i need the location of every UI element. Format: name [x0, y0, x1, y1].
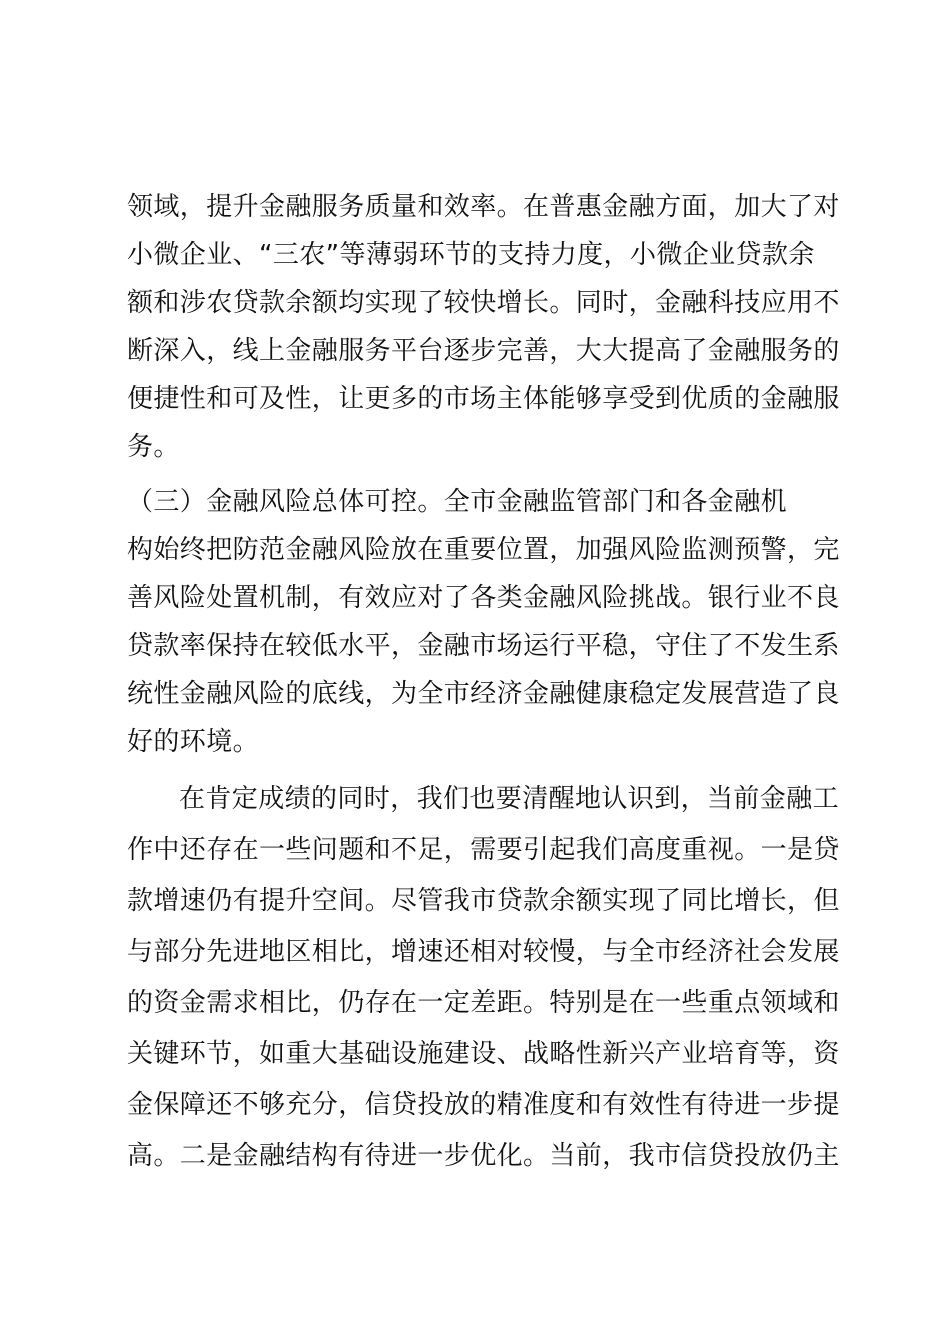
text-line: 小微企业、“三农”等薄弱环节的支持力度，小微企业贷款余 [127, 240, 815, 270]
section-heading-line: （三）金融风险总体可控。全市金融监管部门和各金融机 [127, 487, 788, 517]
text-line: 金保障还不够充分，信贷投放的精准度和有效性有待进一步提 [127, 1090, 840, 1120]
text-line: 构始终把防范金融风险放在重要位置，加强风险监测预警，完 [127, 535, 840, 565]
text-line: 领域，提升金融服务质量和效率。在普惠金融方面，加大了对 [127, 192, 840, 222]
text-line: 的资金需求相比，仍存在一定差距。特别是在一些重点领域和 [127, 988, 840, 1018]
text-line: 善风险处置机制，有效应对了各类金融风险挑战。银行业不良 [127, 583, 840, 613]
paragraph-first-line: 在肯定成绩的同时，我们也要清醒地认识到，当前金融工 [179, 784, 840, 814]
text-line: 务。 [127, 432, 180, 462]
text-line: 统性金融风险的底线，为全市经济金融健康稳定发展营造了良 [127, 679, 840, 709]
text-line: 好的环境。 [127, 727, 260, 757]
text-line: 作中还存在一些问题和不足，需要引起我们高度重视。一是贷 [127, 835, 840, 865]
text-line: 关键环节，如重大基础设施建设、战略性新兴产业培育等，资 [127, 1039, 840, 1069]
text-line: 贷款率保持在较低水平，金融市场运行平稳，守住了不发生系 [127, 631, 840, 661]
text-line: 额和涉农贷款余额均实现了较快增长。同时，金融科技应用不 [127, 288, 840, 318]
text-line: 便捷性和可及性，让更多的市场主体能够享受到优质的金融服 [127, 384, 840, 414]
text-line: 断深入，线上金融服务平台逐步完善，大大提高了金融服务的 [127, 336, 840, 366]
text-line: 高。二是金融结构有待进一步优化。当前，我市信贷投放仍主 [127, 1141, 840, 1171]
text-line: 款增速仍有提升空间。尽管我市贷款余额实现了同比增长，但 [127, 886, 840, 916]
text-line: 与部分先进地区相比，增速还相对较慢，与全市经济社会发展 [127, 937, 840, 967]
